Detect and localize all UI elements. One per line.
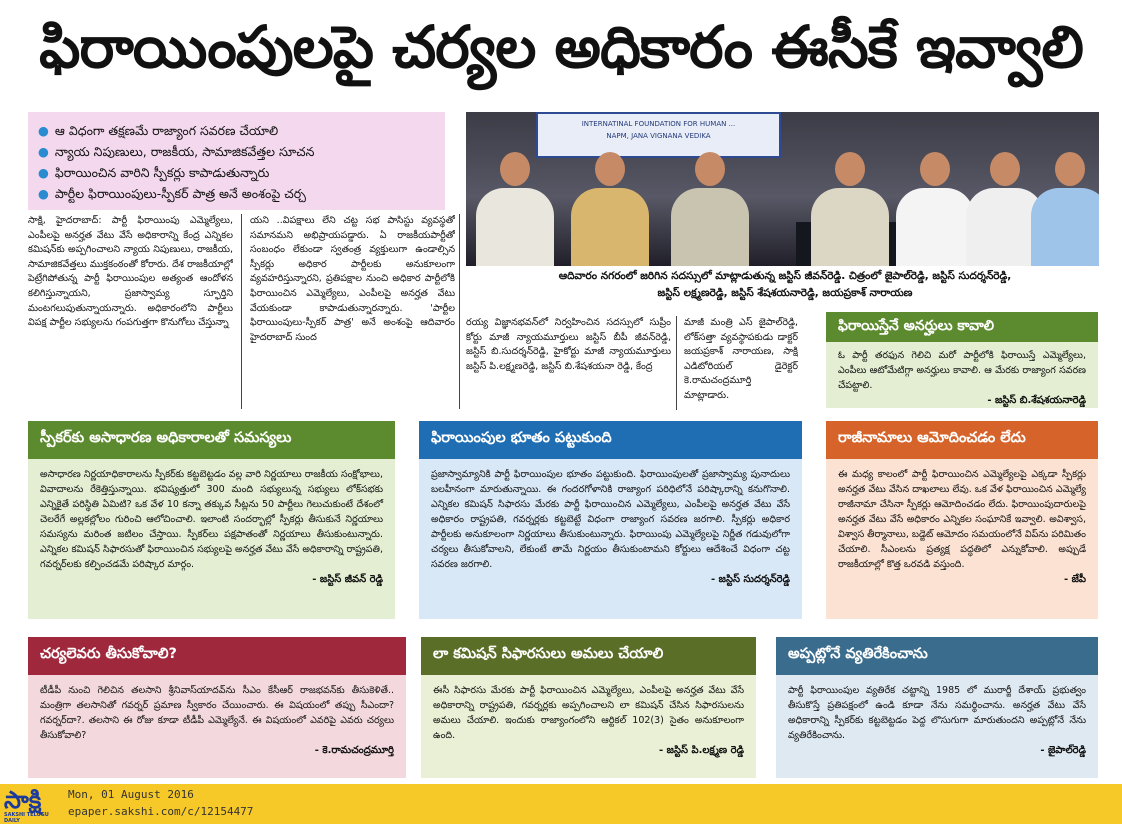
- opinion-text: అసాధారణ నిర్ణయాధికారాలను స్పీకర్‌కు కట్టబెట్టడం వల్ల వారి నిర్ణయాలు రాజకీయ సంక్షోభాలు, వివాదాలను రేకెత్తిస్తున్నాయి. భవిష్యత్తులో 300 మంది సభ్యులున్న సభ్యులు లోక్‌సభకు ఎన్నికైతే పరిస్థితి ఏమిటి? ఒక వేళ 10 కన్నా తక్కువ సీట్లను 50 పార్టీలు గెలుచుకుంటే దేశంలో చెలరేగే అల్లకల్లోలం గురించి ఆలోచించాలి. ఇలాంటి సందర్భాల్లో స్పీకర్లు తీసుకునే నిర్ణయాలు సమస్యను మరింత జటిలం చేస్తాయి. స్పీకర్‌లు పక్షపాతంతో నిర్ణయాలు తీసుకుంటున్నారు. ఎన్నికల కమిషన్ సిఫారసుతో ఫిరాయించిన సభ్యులపై అనర్హత వేటు వేసే అధికారాన్ని రాష్ట్రపతి, గవర్నర్‌లకు కల్పించడమే పరిష్కార మార్గం.: [40, 469, 383, 570]
- opinion-box-body: [28, 459, 395, 619]
- footer-bar: [0, 784, 1122, 824]
- opinion-text: పార్టీ ఫిరాయింపుల వ్యతిరేక చట్టాన్ని 1985 లో మురార్జీ దేశాయ్ ప్రభుత్వం తీసుకొస్తే ప్రతిపక్షంలో ఉండి కూడా నేను సమర్థించాను. అనర్హత వేటు వేసే అధికారాన్ని స్పీకర్‌కు కట్టబెట్టడం పెద్ద లొసుగుగా మారుతుందని అప్పట్లోనే నేను వ్యతిరేకించాను.: [788, 685, 1086, 741]
- opinion-text: ప్రజాస్వామ్యానికి పార్టీ ఫిరాయింపుల భూతం పట్టుకుంది. ఫిరాయింపులతో ప్రజాస్వామ్య పునాదులు బలహీనంగా మారుతున్నాయి. ఈ గందరగోళానికి రాజ్యాంగ పరిధిలోనే పరిష్కారాన్ని కనుగొనాలి. ఎన్నికల కమిషన్ సిఫారసు మేరకు పార్టీ ఫిరాయించిన ఎమ్మెల్యేలు, ఎంపీలపై అనర్హత వేటు వేసే అధికారం రాష్ట్రపతి, గవర్నర్లకు కట్టబెట్టే విధంగా రాజ్యాంగ సవరణ జరగాలి. స్పీకర్లు అధికార పార్టీలకు అనుకూలంగా నిర్ణయాలు తీసుకుంటున్నారు. ఫిరాయింపు ఎమ్మెల్యేలపై నిర్ణీత గడువులోగా చర్యలు తీసుకోవాలని, లేకుంటే తామే నిర్ణయం తీసుకుంటామని కోర్టులు ఆదేశించే విధంగా చట్ట సవరణ జరగాలి.: [431, 469, 790, 570]
- person-figure: [811, 152, 889, 266]
- opinion-box-title: రాజీనామాలు ఆమోదించడం లేదు: [826, 421, 1098, 459]
- logo-subtext: SAKSHI TELUGU DAILY: [4, 812, 49, 824]
- article-column-3: [684, 316, 798, 410]
- side-box-body: [826, 342, 1098, 412]
- opinion-box: [28, 421, 395, 619]
- opinion-box: [28, 637, 406, 778]
- opinion-signature: - జస్టిస్ సుదర్శన్‌రెడ్డి: [711, 574, 790, 585]
- epaper-url[interactable]: epaper.sakshi.com/c/12154477: [68, 805, 254, 818]
- person-figure: [571, 152, 649, 266]
- photo-caption: [470, 268, 1100, 302]
- logo-text: సాక్షి: [4, 786, 42, 814]
- opinion-box-body: [28, 675, 406, 778]
- caption-line: ఆదివారం నగరంలో జరిగిన సదస్సులో మాట్లాడుతున్న జస్టిస్ జీవన్‌రెడ్డి. చిత్రంలో జైపాల్‌రెడ్డి, జస్టిస్ సుదర్శన్‌రెడ్డి,: [558, 270, 1012, 282]
- opinion-box-body: [421, 675, 756, 778]
- opinion-box-body: [776, 675, 1098, 778]
- opinion-signature: - జేపీ: [1063, 574, 1086, 585]
- opinion-box-title: చర్యలెవరు తీసుకోవాలి?: [28, 637, 406, 675]
- edition-date: Mon, 01 August 2016: [68, 788, 194, 801]
- person-figure: [1031, 152, 1099, 266]
- column-divider: [676, 316, 677, 410]
- article-column-1: [28, 214, 233, 409]
- opinion-text: టీడీపీ నుంచి గెలిచిన తలసాని శ్రీనివాస్‌యాదవ్‌ను సీఎం కేసీఆర్ రాజభవన్‌కు తీసుకెళితే.. మంత్రిగా తలసానితో గవర్నర్ ప్రమాణ స్వీకారం చేయించారు. ఈ విషయంలో తప్పు సీఎందా? గవర్నర్‌దా?. తలసాని ఈ రోజు కూడా టీడీపీ ఎమ్మెల్యేనే. ఈ విషయంలో ఎవరిపై ఎవరు చర్యలు తీసుకోవాలి?: [40, 685, 394, 741]
- column-divider: [459, 214, 460, 409]
- opinion-text: ఈసీ సిఫారసు మేరకు పార్టీ ఫిరాయించిన ఎమ్మెల్యేలు, ఎంపీలపై అనర్హత వేటు వేసే అధికారాన్ని రాష్ట్రపతి, గవర్నర్లకు అప్పగించాలని లా కమిషన్ చేసిన సిఫారసులను అమలు చేయాలి. ఇందుకు రాజ్యాంగంలోని ఆర్టికల్ 102(3) సైతం అనుకూలంగా ఉంది.: [433, 685, 744, 741]
- opinion-box-title: లా కమిషన్ సిఫారసులు అమలు చేయాలి: [421, 637, 756, 675]
- article-text: సాక్షి, హైదరాబాద్: పార్టీ ఫిరాయింపు ఎమ్మెల్యేలు, ఎంపీలపై అనర్హత వేటు వేసే అధికారాన్ని కేంద్ర ఎన్నికల కమిషన్‌కు అప్పగించాలని న్యాయ నిపుణులు, రాజకీయ, సామాజికవేత్తలు ముక్తకంఠంతో కోరారు. దేశ రాజకీయాల్లో పెట్రేగిపోతున్న పార్టీ ఫిరాయింపుల అత్యంత ఆందోళన కలిగిస్తున్నాయని, ప్రజాస్వామ్య స్ఫూర్తిని మంటగలుపుతున్నాయన్నారు. అధికారంలోని పార్టీలు విపక్ష పార్టీల సభ్యులను గంపగుత్తగా కొనుగోలు చేస్తున్నా: [28, 215, 233, 329]
- opinion-box: [826, 421, 1098, 619]
- column-divider: [241, 214, 242, 409]
- person-figure: [896, 152, 974, 266]
- opinion-box-title: అప్పట్లోనే వ్యతిరేకించాను: [776, 637, 1098, 675]
- side-box: [826, 312, 1098, 408]
- side-box-signature: - జస్టిస్ బి.శేషశయనారెడ్డి: [987, 395, 1086, 406]
- opinion-box-title: ఫిరాయింపుల భూతం పట్టుకుంది: [419, 421, 802, 459]
- opinion-box-body: [826, 459, 1098, 619]
- bullet-item: ● న్యాయ నిపుణులు, రాజకీయ, సామాజికవేత్తల సూచన: [38, 141, 435, 162]
- article-text: మాజీ మంత్రి ఎస్ జైపాల్‌రెడ్డి, లోక్‌సత్తా వ్యవస్థాపకుడు డాక్టర్ జయప్రకాశ్ నారాయణ, సాక్షి ఎడిటోరియల్ డైరెక్టర్ కె.రామచంద్రమూర్తి మాట్లాడారు.: [684, 317, 798, 401]
- opinion-box-body: [419, 459, 802, 619]
- opinion-signature: - జస్టిస్ జీవన్ రెడ్డి: [312, 574, 383, 585]
- article-column-2b: [466, 316, 671, 410]
- caption-line: జస్టిస్ లక్ష్మణరెడ్డి, జస్టిస్ శేషశయనారెడ్డి, జయప్రకాశ్ నారాయణ: [657, 287, 913, 299]
- opinion-box-title: స్పీకర్‌కు అసాధారణ అధికారాలతో సమస్యలు: [28, 421, 395, 459]
- side-box-title: ఫిరాయిస్తేనే అనర్హులు కావాలి: [826, 312, 1098, 342]
- bullet-item: ● పార్టీల ఫిరాయింపులు-స్పీకర్ పాత్ర అనే అంశంపై చర్చ: [38, 183, 435, 204]
- bullet-item: ● ఫిరాయించిన వారిని స్పీకర్లు కాపాడుతున్నారు: [38, 162, 435, 183]
- article-column-2a: [250, 214, 455, 409]
- sakshi-logo[interactable]: [4, 786, 62, 824]
- opinion-text: ఈ మధ్య కాలంలో పార్టీ ఫిరాయించిన ఎమ్మెల్యేలపై ఎక్కడా స్పీకర్లు అనర్హత వేటు వేసిన దాఖలాలు లేవు. ఒక వేళ ఫిరాయించిన ఎమ్మెల్యే రాజీనామా చేసినా స్పీకర్లు ఆమోదించడం లేదు. ఫిరాయింపుదారులపై అనర్హత వేటు వేసే అధికారం ఎన్నికల సంఘానికే ఇవ్వాలి. అవిశ్వాస, విశ్వాస తీర్మానాలు, బడ్జెట్ ఆమోదం సమయంలోనే విప్‌ను పరిమితం చేయాలి. సీఎంలను ప్రత్యక్ష పద్ధతిలో ఎన్నుకోవాలి. అప్పుడే రాజకీయాల్లో కొత్త ఒరవడి వస్తుంది.: [838, 469, 1086, 570]
- headline: ఫిరాయింపులపై చర్యల అధికారం ఈసీకే ఇవ్వాలి: [39, 12, 1083, 81]
- side-box-text: ఓ పార్టీ తరఫున గెలిచి మరో పార్టీలోకి ఫిరాయిస్తే ఎమ్మెల్యేలు, ఎంపీలు ఆటోమేటిగ్గా అనర్హులు కావాలి. ఆ మేరకు రాజ్యాంగ సవరణ చేపట్టాలి.: [838, 350, 1086, 391]
- article-text: రయ్య విజ్ఞానభవన్‌లో నిర్వహించిన సదస్సులో సుప్రీం కోర్టు మాజీ న్యాయమూర్తులు జస్టిస్ బీపీ జీవన్‌రెడ్డి, జస్టిస్ బి.సుదర్శన్‌రెడ్డి, హైకోర్టు మాజీ న్యాయమూర్తులు జస్టిస్ పి.లక్ష్మణరెడ్డి, జస్టిస్ బి.శేషశయనా రెడ్డి, కేంద్ర: [466, 317, 671, 372]
- banner-text: NAPM, JANA VIGNANA VEDIKA: [606, 132, 711, 140]
- opinion-signature: - జైపాల్‌రెడ్డి: [1040, 745, 1086, 756]
- opinion-box: [419, 421, 802, 619]
- person-figure: [671, 152, 749, 266]
- event-photo: [466, 112, 1099, 266]
- bullet-item: ● ఆ విధంగా తక్షణమే రాజ్యాంగ సవరణ చేయాలి: [38, 120, 435, 141]
- summary-bullets: [28, 112, 445, 210]
- opinion-signature: - జస్టిస్ పి.లక్ష్మణ రెడ్డి: [659, 745, 744, 756]
- opinion-box: [421, 637, 756, 778]
- banner-text: INTERNATINAL FOUNDATION FOR HUMAN ...: [581, 120, 736, 128]
- person-figure: [476, 152, 554, 266]
- opinion-box: [776, 637, 1098, 778]
- article-text: యని ..విపక్షాలు లేని చట్ట సభ పాసిస్టు వ్యవస్థతో సమానమని అభిప్రాయపడ్డారు. ఏ రాజకీయపార్టీతో సంబంధం లేకుండా స్వతంత్ర వ్యక్తులుగా ఉండాల్సిన స్పీకర్లు అధికార పార్టీలకు అనుకూలంగా వ్యవహరిస్తున్నారని, ప్రతిపక్షాల నుంచి అధికార పార్టీలోకి ఫిరాయించిన ఎమ్మెల్యేలు, ఎంపీలపై అనర్హత వేటు వేయకుండా కాపాడుతున్నారన్నారు. 'పార్టీల ఫిరాయింపులు-స్పీకర్ పాత్ర' అనే అంశంపై ఆదివారం హైదరాబాద్ సుంద: [250, 215, 455, 343]
- opinion-signature: - కె.రామచంద్రమూర్తి: [314, 745, 394, 756]
